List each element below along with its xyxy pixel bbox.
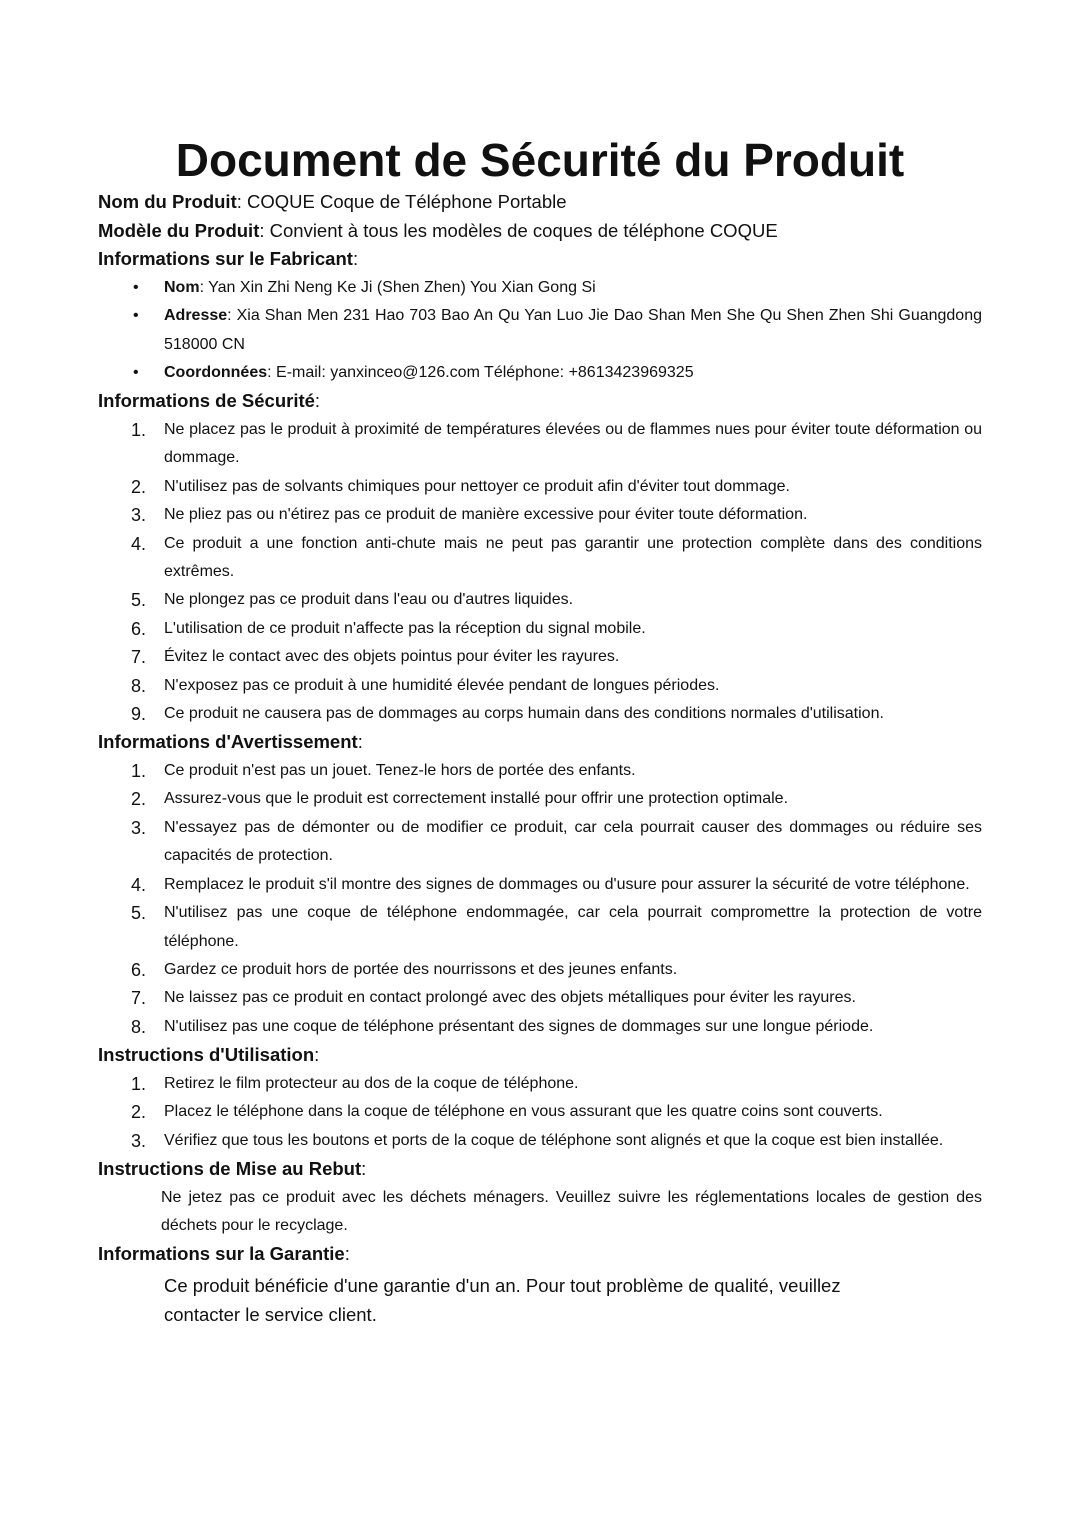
item-text: N'utilisez pas de solvants chimiques pour nettoyer ce produit afin d'éviter tout dommage. [164, 477, 790, 495]
item-text: Vérifiez que tous les boutons et ports de la coque de téléphone sont alignés et que la coque est bien installée. [164, 1131, 944, 1149]
bullet-icon: • [133, 307, 139, 325]
product-model-label: Modèle du Produit [98, 219, 260, 241]
manufacturer-address-label: Adresse [164, 307, 228, 325]
manufacturer-heading [98, 245, 982, 274]
list-item [98, 871, 982, 899]
disposal-heading-text: Instructions de Mise au Rebut [98, 1157, 362, 1179]
item-number: 1. [131, 1073, 147, 1094]
safety-list [98, 416, 982, 728]
item-number: 3. [131, 1130, 147, 1151]
disposal-heading-colon: : [361, 1157, 367, 1179]
list-item [98, 359, 982, 387]
item-text: N'utilisez pas une coque de téléphone endommagée, car cela pourrait compromettre la protection de votre téléphone. [164, 904, 982, 950]
item-text: N'exposez pas ce produit à une humidité élevée pendant de longues périodes. [164, 676, 720, 694]
bullet-icon: • [133, 364, 139, 381]
item-text: Placez le téléphone dans la coque de téléphone en vous assurant que les quatre coins sont couverts. [164, 1103, 883, 1121]
item-text: L'utilisation de ce produit n'affecte pas la réception du signal mobile. [164, 619, 646, 637]
manufacturer-heading-colon: : [352, 248, 359, 270]
document-title: Document de Sécurité du Produit [175, 134, 905, 186]
item-number: 2. [131, 789, 147, 810]
safety-heading [98, 387, 982, 416]
item-number: 6. [131, 959, 147, 980]
product-name-value: : COQUE Coque de Téléphone Portable [236, 191, 567, 212]
product-model-line [98, 217, 982, 246]
item-number: 1. [131, 761, 147, 782]
item-number: 2. [131, 1102, 147, 1123]
usage-heading-colon: : [314, 1044, 320, 1066]
item-number: 9. [131, 704, 147, 725]
list-item [98, 530, 982, 587]
warnings-heading [98, 728, 982, 757]
manufacturer-name-label: Nom [164, 278, 200, 296]
warnings-heading-text: Informations d'Avertissement [98, 731, 358, 753]
item-number: 6. [131, 618, 147, 639]
list-item [98, 416, 982, 473]
usage-heading-text: Instructions d'Utilisation [98, 1044, 315, 1066]
item-text: Ce produit a une fonction anti-chute mais ne peut pas garantir une protection complète dans des conditions extrêmes. [164, 534, 982, 581]
warranty-text: Ce produit bénéficie d'une garantie d'un an. Pour tout problème de qualité, veuillez contacter le service client. [164, 1274, 841, 1325]
list-item [98, 586, 982, 614]
item-text: Ne plongez pas ce produit dans l'eau ou d'autres liquides. [164, 591, 574, 609]
list-item [98, 615, 982, 643]
item-text: Remplacez le produit s'il montre des signes de dommages ou d'usure pour assurer la sécurité de votre téléphone. [164, 875, 970, 893]
list-item [98, 1127, 982, 1155]
item-number: 2. [131, 476, 147, 497]
product-model-value: : Convient à tous les modèles de coques de téléphone COQUE [259, 219, 778, 241]
list-item [98, 672, 982, 700]
item-number: 8. [131, 1016, 147, 1037]
item-text: Retirez le film protecteur au dos de la coque de téléphone. [164, 1074, 579, 1092]
usage-heading [98, 1041, 982, 1070]
item-number: 4. [131, 874, 147, 895]
item-text: Ne placez pas le produit à proximité de températures élevées ou de flammes nues pour éviter toute déformation ou dommage. [164, 421, 982, 467]
manufacturer-contact-value: : E-mail: yanxinceo@126.com Téléphone: +8613423969325 [267, 364, 694, 381]
document-body [98, 188, 982, 1329]
item-number: 1. [131, 420, 147, 440]
warranty-heading-colon: : [344, 1243, 350, 1265]
manufacturer-heading-text: Informations sur le Fabricant [98, 248, 353, 270]
warnings-list [98, 757, 982, 1041]
item-number: 7. [131, 647, 147, 668]
list-item [98, 1070, 982, 1098]
list-item [98, 274, 982, 302]
item-number: 8. [131, 675, 147, 696]
list-item [98, 956, 982, 984]
item-number: 3. [131, 817, 147, 838]
list-item [98, 899, 982, 956]
list-item [98, 814, 982, 871]
disposal-heading [98, 1155, 982, 1184]
item-number: 3. [131, 505, 147, 526]
list-item [98, 700, 982, 728]
warranty-heading [98, 1240, 982, 1269]
disposal-text: Ne jetez pas ce produit avec les déchets ménagers. Veuillez suivre les réglementations locales de gestion des déchets pour le recyclage. [161, 1188, 982, 1234]
list-item [98, 1013, 982, 1041]
item-text: Gardez ce produit hors de portée des nourrissons et des jeunes enfants. [164, 960, 678, 978]
manufacturer-contact-label: Coordonnées [164, 364, 268, 381]
list-item [98, 984, 982, 1012]
item-text: N'essayez pas de démonter ou de modifier ce produit, car cela pourrait causer des dommages ou réduire ses capacités de protection. [164, 818, 982, 865]
list-item [98, 643, 982, 671]
product-name-line [98, 188, 982, 217]
item-number: 4. [131, 533, 147, 554]
product-name-label: Nom du Produit [98, 191, 237, 212]
list-item [98, 785, 982, 813]
item-text: N'utilisez pas une coque de téléphone présentant des signes de dommages sur une longue période. [164, 1017, 874, 1035]
item-text: Ce produit ne causera pas de dommages au corps humain dans des conditions normales d'utilisation. [164, 705, 884, 723]
list-item [98, 302, 982, 359]
item-text: Ne laissez pas ce produit en contact prolongé avec des objets métalliques pour éviter les rayures. [164, 989, 856, 1007]
manufacturer-address-value: : Xia Shan Men 231 Hao 703 Bao An Qu Yan Luo Jie Dao Shan Men She Qu Shen Zhen Shi Guangdong 518000 CN [164, 307, 982, 353]
usage-list [98, 1070, 982, 1155]
item-number: 7. [131, 988, 147, 1009]
item-text: Assurez-vous que le produit est correctement installé pour offrir une protection optimale. [164, 790, 789, 808]
safety-heading-text: Informations de Sécurité [98, 390, 315, 412]
bullet-icon: • [133, 278, 139, 296]
item-text: Évitez le contact avec des objets pointus pour éviter les rayures. [164, 648, 620, 666]
manufacturer-name-value: : Yan Xin Zhi Neng Ke Ji (Shen Zhen) You Xian Gong Si [199, 278, 596, 296]
item-text: Ne pliez pas ou n'étirez pas ce produit de manière excessive pour éviter toute déformation. [164, 506, 808, 524]
warranty-heading-text: Informations sur la Garantie [98, 1243, 345, 1265]
list-item [98, 757, 982, 785]
list-item [98, 473, 982, 501]
safety-heading-colon: : [314, 390, 321, 412]
list-item [98, 501, 982, 529]
manufacturer-list [98, 274, 982, 388]
item-text: Ce produit n'est pas un jouet. Tenez-le hors de portée des enfants. [164, 762, 636, 780]
warnings-heading-colon: : [357, 731, 363, 753]
list-item [98, 1098, 982, 1126]
item-number: 5. [131, 903, 147, 924]
item-number: 5. [131, 590, 147, 611]
